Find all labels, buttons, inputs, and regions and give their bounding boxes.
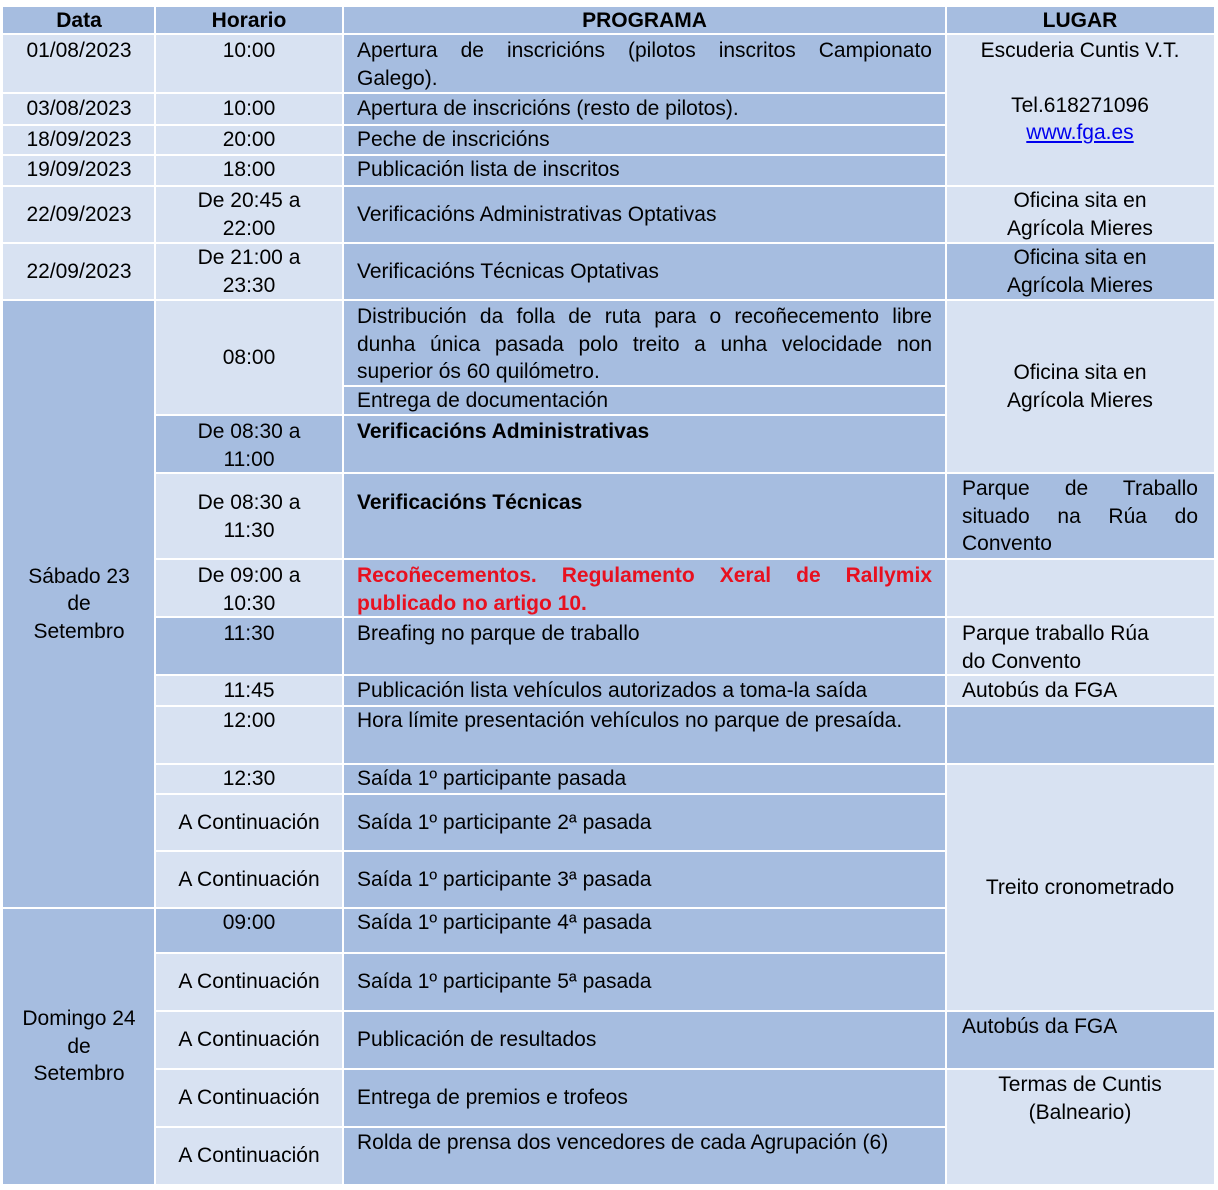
place-cell [946, 764, 1214, 1011]
time-cell: 11:45 [155, 675, 343, 706]
date-cell-saturday [3, 300, 155, 908]
header-horario: Horario [155, 7, 343, 34]
row-separator [3, 154, 946, 156]
program-cell [343, 1011, 946, 1069]
place-phone: Tel.618271096 [1011, 93, 1149, 117]
time-text: A Continuación [178, 1144, 320, 1168]
time-cell: 10:00 [155, 34, 343, 93]
time-cell: De 08:30 a 11:00 [155, 415, 343, 473]
row-separator [3, 33, 1214, 35]
program-cell: Breafing no parque de traballo [343, 617, 946, 675]
grid-line [945, 7, 947, 1185]
program-cell: Publicación lista de inscritos [343, 155, 946, 186]
time-cell [155, 794, 343, 851]
program-cell: Hora límite presentación vehículos no parque de presaída. [343, 706, 946, 764]
row-separator [3, 242, 1214, 244]
program-text: Saída 1º participante 5ª pasada [357, 970, 652, 994]
time-cell [155, 1127, 343, 1185]
row-separator [155, 763, 1214, 765]
time-cell [155, 1069, 343, 1127]
date-cell [3, 186, 155, 243]
place-cell: Parque traballo Rúa do Convento [946, 617, 1214, 675]
row-separator [343, 385, 946, 387]
program-text: Saída 1º participante 3ª pasada [357, 867, 652, 891]
time-cell: De 09:00 a 10:30 [155, 559, 343, 617]
program-cell: Rolda de prensa dos vencedores de cada Agrupación (6) [343, 1127, 946, 1185]
time-cell: 20:00 [155, 125, 343, 155]
time-text: A Continuación [178, 867, 320, 891]
time-cell [155, 186, 343, 243]
program-text: Verificacións Administrativas Optativas [357, 202, 717, 226]
row-separator [155, 952, 946, 954]
time-text: A Continuación [178, 1086, 320, 1110]
program-text: Saída 1º participante 2ª pasada [357, 810, 652, 834]
date-text: 22/09/2023 [26, 202, 132, 226]
place-cell-escuderia [946, 34, 1214, 186]
program-cell [343, 953, 946, 1011]
program-cell [343, 851, 946, 908]
place-text: Treito cronometrado [985, 875, 1175, 899]
time-text: 08:00 [222, 345, 276, 369]
program-cell-highlight: Recoñecementos. Regulamento Xeral de Rallymix publicado no artigo 10. [343, 559, 946, 617]
program-cell: Verificacións Administrativas [343, 415, 946, 473]
time-cell [155, 953, 343, 1011]
place-cell: Autobús da FGA [946, 675, 1214, 706]
program-cell: Apertura de inscricións (pilotos inscritos Campionato Galego). [343, 34, 946, 93]
header-programa: PROGRAMA [343, 7, 946, 34]
program-cell: Peche de inscricións [343, 125, 946, 155]
row-separator [3, 1184, 1214, 1186]
row-separator [155, 674, 1214, 676]
time-cell: 09:00 [155, 908, 343, 953]
program-cell [343, 794, 946, 851]
row-separator [3, 907, 946, 909]
program-cell [343, 243, 946, 300]
place-text: Oficina sita en Agrícola Mieres [1007, 361, 1153, 412]
time-cell: De 08:30 a 11:30 [155, 473, 343, 559]
program-text: Entrega de premios e trofeos [357, 1086, 628, 1110]
time-cell: 12:00 [155, 706, 343, 764]
row-separator [155, 1010, 1214, 1012]
date-cell: 18/09/2023 [3, 125, 155, 155]
place-cell [946, 300, 1214, 473]
header-data: Data [3, 7, 155, 34]
date-text: Sábado 23 de Setembro [28, 564, 130, 643]
time-cell: 10:00 [155, 93, 343, 125]
grid-line [342, 7, 344, 1185]
row-separator [3, 92, 946, 94]
program-cell [343, 1069, 946, 1127]
date-text: Domingo 24 de Setembro [22, 1007, 136, 1086]
row-separator [155, 558, 1214, 560]
row-separator [155, 1068, 1214, 1070]
row-separator [155, 616, 1214, 618]
place-cell: Parque de Traballo situado na Rúa do Convento [946, 473, 1214, 559]
time-cell: 18:00 [155, 155, 343, 186]
time-cell [155, 300, 343, 415]
time-text: De 21:00 a 23:30 [197, 246, 301, 297]
row-separator [155, 472, 1214, 474]
time-cell [155, 1011, 343, 1069]
time-text: A Continuación [178, 810, 320, 834]
time-text: A Continuación [178, 1028, 320, 1052]
place-cell: Autobús da FGA [946, 1011, 1214, 1069]
header-lugar: LUGAR [946, 7, 1214, 34]
row-separator [155, 414, 946, 416]
row-separator [155, 793, 946, 795]
row-separator [3, 124, 946, 126]
time-text: A Continuación [178, 970, 320, 994]
row-separator [3, 185, 1214, 187]
date-cell: 03/08/2023 [3, 93, 155, 125]
website-link[interactable]: www.fga.es [1026, 121, 1134, 144]
program-cell: Apertura de inscricións (resto de pilotos). [343, 93, 946, 125]
date-cell-sunday [3, 908, 155, 1185]
time-cell [155, 243, 343, 300]
place-cell [946, 243, 1214, 300]
date-text: 22/09/2023 [26, 259, 132, 283]
grid-line [154, 7, 156, 1185]
program-text: Verificacións Técnicas Optativas [357, 259, 659, 283]
time-cell [155, 851, 343, 908]
date-cell [3, 243, 155, 300]
row-separator [155, 850, 946, 852]
place-text: Oficina sita en Agrícola Mieres [1007, 246, 1153, 297]
row-separator [155, 705, 1214, 707]
program-cell: Verificacións Técnicas [343, 473, 946, 559]
time-cell: 11:30 [155, 617, 343, 675]
place-cell-empty [946, 559, 1214, 617]
grid-line [2, 7, 3, 1185]
program-cell: Publicación lista vehículos autorizados a toma-la saída [343, 675, 946, 706]
date-cell: 01/08/2023 [3, 34, 155, 93]
row-separator [155, 1126, 946, 1128]
grid-line [1214, 7, 1215, 1185]
program-cell: Entrega de documentación [343, 386, 946, 415]
program-cell: Distribución da folla de ruta para o recoñecemento libre dunha única pasada polo treito a unha velocidade non superior ós 60 quilómetro. [343, 300, 946, 386]
place-text: Oficina sita en Agrícola Mieres [1007, 189, 1153, 240]
place-cell-empty [946, 706, 1214, 764]
date-cell: 19/09/2023 [3, 155, 155, 186]
place-cell [946, 186, 1214, 243]
time-cell: 12:30 [155, 764, 343, 794]
row-separator [3, 299, 1214, 301]
program-cell: Saída 1º participante pasada [343, 764, 946, 794]
place-name: Escuderia Cuntis V.T. [980, 39, 1180, 62]
place-cell: Termas de Cuntis (Balneario) [946, 1069, 1214, 1185]
time-text: De 20:45 a 22:00 [197, 189, 301, 240]
program-cell: Saída 1º participante 4ª pasada [343, 908, 946, 953]
program-cell [343, 186, 946, 243]
program-text: Publicación de resultados [357, 1028, 597, 1052]
